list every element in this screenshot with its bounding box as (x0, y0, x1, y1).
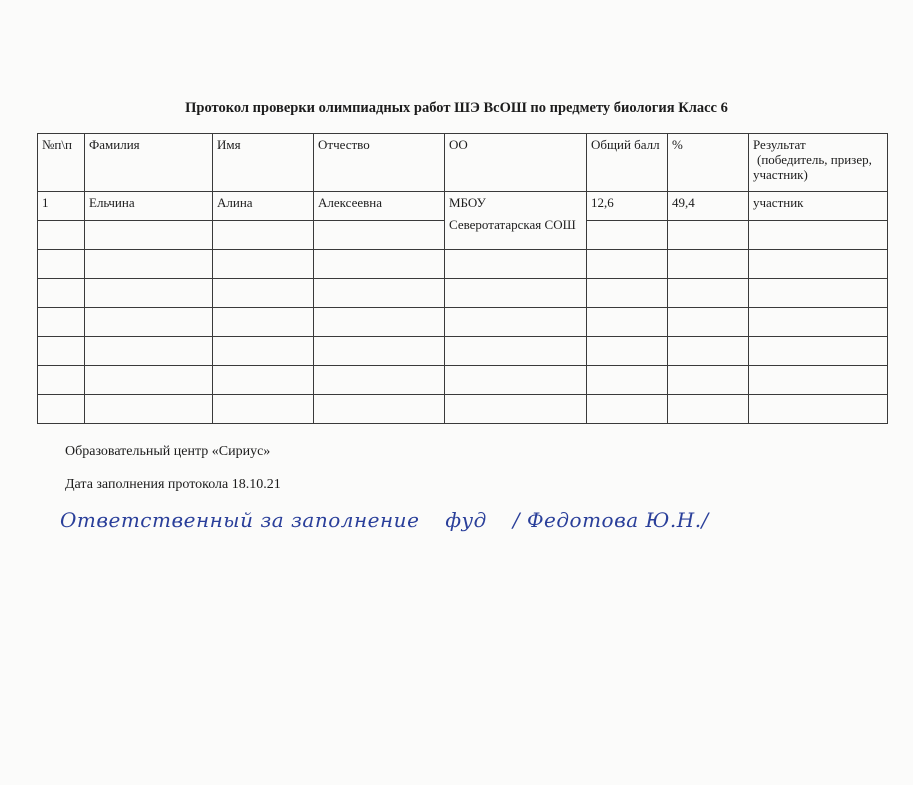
fill-date: Дата заполнения протокола 18.10.21 (65, 477, 281, 492)
empty-cell (213, 366, 314, 395)
empty-cell (314, 250, 445, 279)
empty-cell (213, 337, 314, 366)
empty-cell (749, 337, 888, 366)
header-result-line2: (победитель, призер, (757, 152, 872, 167)
cell-name: Алина (213, 192, 314, 221)
header-row (38, 134, 888, 192)
empty-cell (38, 250, 85, 279)
handwritten-signature-line (60, 508, 709, 532)
header-percent: % (668, 134, 749, 192)
table-row (38, 192, 888, 221)
empty-cell (668, 308, 749, 337)
empty-cell (445, 395, 587, 424)
empty-cell (213, 308, 314, 337)
table-row (38, 337, 888, 366)
empty-cell (587, 366, 668, 395)
center-name: Образовательный центр «Сириус» (65, 444, 271, 459)
empty-cell (85, 395, 213, 424)
empty-cell (749, 308, 888, 337)
header-surname: Фамилия (85, 134, 213, 192)
cell-surname: Ельчина (85, 192, 213, 221)
empty-cell (445, 337, 587, 366)
empty-cell (749, 221, 888, 250)
empty-cell (213, 221, 314, 250)
empty-cell (668, 250, 749, 279)
empty-cell (749, 279, 888, 308)
empty-cell (445, 308, 587, 337)
empty-cell (38, 221, 85, 250)
empty-cell (85, 308, 213, 337)
header-num: №п\п (38, 134, 85, 192)
empty-cell (314, 221, 445, 250)
header-result (749, 134, 888, 192)
table-row (38, 279, 888, 308)
empty-cell (38, 308, 85, 337)
signature-label: Ответственный за заполнение (60, 508, 420, 532)
cell-school-line2: Северотатарская СОШ (449, 217, 576, 232)
cell-patronymic: Алексеевна (314, 192, 445, 221)
empty-cell (85, 279, 213, 308)
header-school: ОО (445, 134, 587, 192)
header-result-line1: Результат (753, 137, 806, 152)
empty-cell (668, 221, 749, 250)
signature-initials: фуд (445, 508, 487, 532)
empty-cell (445, 366, 587, 395)
empty-cell (213, 395, 314, 424)
empty-cell (587, 279, 668, 308)
empty-cell (445, 279, 587, 308)
empty-cell (587, 337, 668, 366)
empty-cell (668, 337, 749, 366)
empty-cell (213, 250, 314, 279)
empty-cell (85, 337, 213, 366)
empty-cell (668, 395, 749, 424)
empty-cell (749, 366, 888, 395)
cell-school (445, 192, 587, 250)
empty-cell (668, 366, 749, 395)
empty-cell (445, 250, 587, 279)
results-table (37, 133, 888, 424)
empty-cell (85, 366, 213, 395)
empty-cell (668, 279, 749, 308)
table-row (38, 250, 888, 279)
empty-cell (38, 279, 85, 308)
cell-school-line1: МБОУ (449, 195, 486, 210)
table-row (38, 395, 888, 424)
signature-name: / Федотова Ю.Н./ (512, 508, 709, 532)
empty-cell (85, 221, 213, 250)
header-score: Общий балл (587, 134, 668, 192)
table-row (38, 366, 888, 395)
empty-cell (314, 337, 445, 366)
empty-cell (314, 308, 445, 337)
cell-percent: 49,4 (668, 192, 749, 221)
empty-cell (587, 221, 668, 250)
empty-cell (38, 337, 85, 366)
cell-num: 1 (38, 192, 85, 221)
cell-result: участник (749, 192, 888, 221)
header-name: Имя (213, 134, 314, 192)
empty-cell (314, 395, 445, 424)
empty-cell (314, 279, 445, 308)
empty-cell (587, 308, 668, 337)
empty-cell (85, 250, 213, 279)
empty-cell (38, 366, 85, 395)
empty-cell (38, 395, 85, 424)
empty-cell (587, 250, 668, 279)
empty-cell (314, 366, 445, 395)
empty-cell (749, 250, 888, 279)
empty-cell (587, 395, 668, 424)
empty-cell (749, 395, 888, 424)
cell-score: 12,6 (587, 192, 668, 221)
document-title: Протокол проверки олимпиадных работ ШЭ ВсОШ по предмету биология Класс 6 (185, 100, 728, 116)
empty-cell (213, 279, 314, 308)
header-patronymic: Отчество (314, 134, 445, 192)
table-row (38, 308, 888, 337)
header-result-line3: участник) (753, 167, 808, 182)
